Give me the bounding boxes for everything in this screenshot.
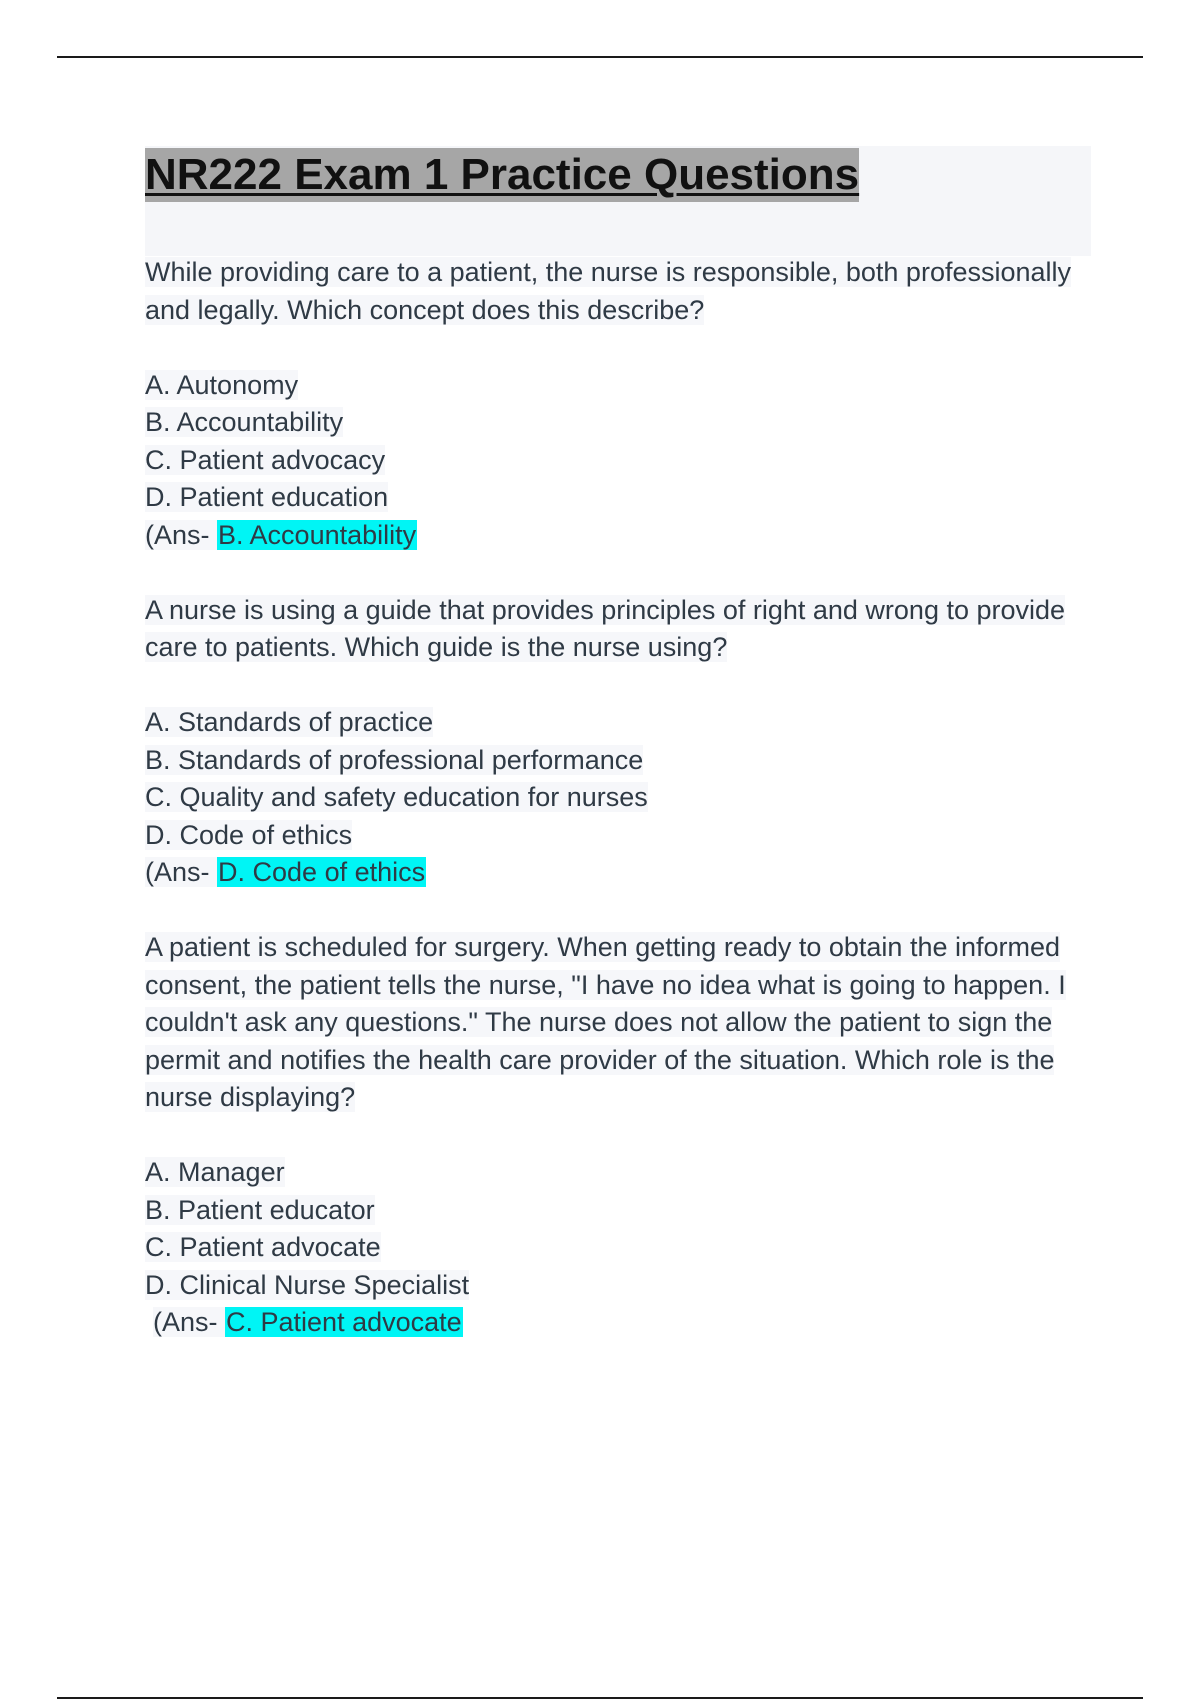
question-2-text: A nurse is using a guide that provides principles of right and wrong to provide care to patients. Which guide is the nurse using? (145, 594, 1066, 662)
top-rule (57, 56, 1143, 58)
bottom-rule (57, 1697, 1143, 1699)
question-1-answer (145, 517, 1095, 555)
question-2-answer (145, 854, 1095, 892)
spacer (145, 667, 1095, 705)
question-1-option-c: C. Patient advocacy (145, 444, 386, 475)
spacer (145, 329, 1095, 367)
question-2-option-d: D. Code of ethics (145, 819, 353, 850)
question-1-option-b: B. Accountability (145, 407, 344, 437)
question-1-option-a: A. Autonomy (145, 369, 299, 400)
answer-highlight: B. Accountability (218, 519, 417, 550)
question-2-option-b: B. Standards of professional performance (145, 744, 644, 775)
answer-prefix: (Ans- (145, 519, 218, 550)
question-1-text: While providing care to a patient, the nurse is responsible, both professionally and legally. Which concept does this describe? (145, 257, 1072, 325)
spacer (145, 1117, 1095, 1155)
question-1-option-d: D. Patient education (145, 482, 389, 512)
answer-highlight: C. Patient advocate (226, 1307, 462, 1337)
question-2-option-a: A. Standards of practice (145, 707, 434, 737)
question-3-option-a: A. Manager (145, 1157, 285, 1187)
document-body (145, 254, 1095, 1342)
question-3-text: A patient is scheduled for surgery. When getting ready to obtain the informed consent, the patient tells the nurse, "I have no idea what is going to happen. I couldn't ask any questions." The nurse does not allow the patient to sign the permit and notifies the health care provider of the situation. Which role is the nurse displaying? (145, 932, 1066, 1112)
spacer (145, 892, 1095, 930)
spacer (145, 554, 1095, 592)
question-3-option-d: D. Clinical Nurse Specialist (145, 1269, 470, 1300)
document-title: NR222 Exam 1 Practice Questions (145, 148, 859, 202)
question-3-answer (145, 1304, 1095, 1342)
answer-prefix: (Ans- (153, 1307, 226, 1337)
question-2-option-c: C. Quality and safety education for nurses (145, 782, 648, 812)
question-3-option-b: B. Patient educator (145, 1194, 375, 1225)
question-3-option-c: C. Patient advocate (145, 1232, 381, 1262)
answer-highlight: D. Code of ethics (218, 857, 426, 887)
answer-prefix: (Ans- (145, 857, 218, 887)
